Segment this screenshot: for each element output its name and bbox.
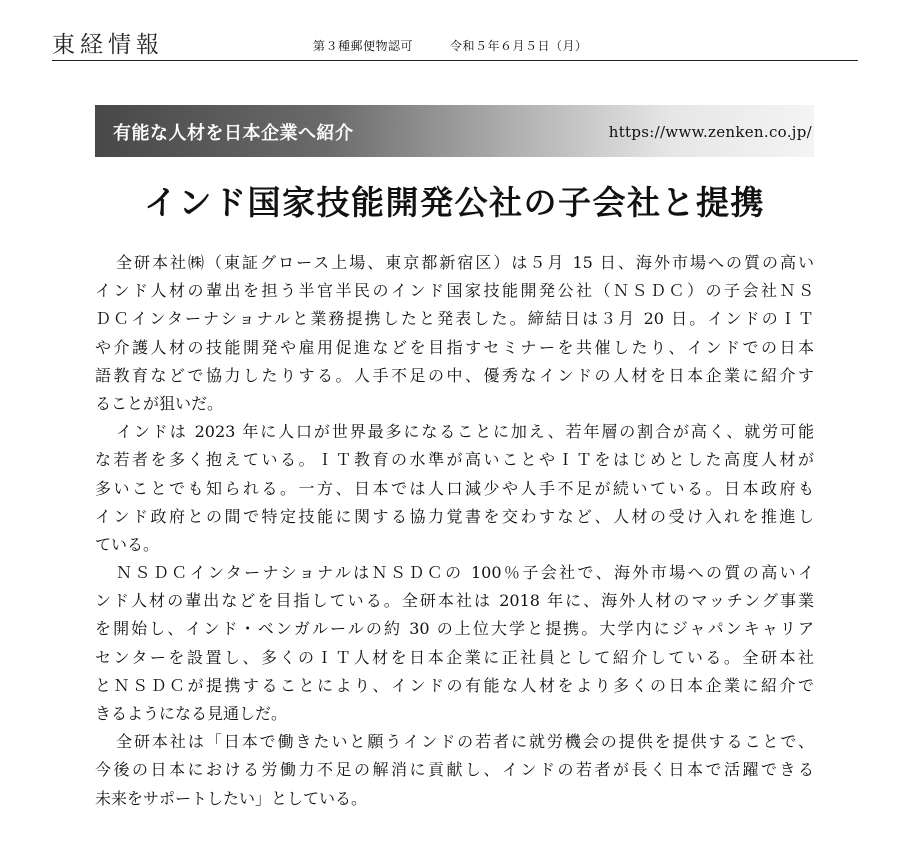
article-line: インド政府との間で特定技能に関する協力覚書を交わすなど、人材の受け入れを推進し — [95, 506, 814, 526]
article-line: とＮＳＤＣが提携することにより、インドの有能な人材をより多くの日本企業に紹介で — [95, 675, 814, 695]
article-line: 未来をサポートしたい」としている。 — [95, 788, 368, 808]
article-line: 多いことでも知られる。一方、日本では人口減少や人手不足が続いている。日本政府も — [95, 478, 814, 498]
article-line: や介護人材の技能開発や雇用促進などを目指すセミナーを共催したり、インドでの日本 — [95, 337, 814, 357]
article-headline: インド国家技能開発公社の子会社と提携 — [144, 183, 765, 222]
masthead — [52, 22, 858, 61]
article-body — [95, 249, 814, 813]
article-line: ＮＳＤＣインターナショナルはＮＳＤＣの 100％子会社で、海外市場への質の高いイ — [116, 563, 814, 583]
article-line: ている。 — [95, 534, 160, 554]
article-line: センターを設置し、多くのＩＴ人材を日本企業に正社員として紹介している。全研本社 — [95, 647, 814, 667]
article-line: を開始し、インド・ベンガルールの約 30 の上位大学と提携。大学内にジャパンキャリア — [95, 619, 814, 639]
article-line: ンド人材の輩出などを目指している。全研本社は 2018 年に、海外人材のマッチング事業 — [95, 591, 814, 611]
issue-date: 令和５年６月５日（月） — [450, 39, 588, 53]
publication-name: 東経情報 — [52, 32, 164, 58]
article-line: きるようになる見通しだ。 — [95, 704, 288, 723]
article-line: インド人材の輩出を担う半官半民のインド国家技能開発公社（ＮＳＤＣ）の子会社ＮＳ — [95, 281, 814, 301]
company-url: https://www.zenken.co.jp/ — [608, 123, 812, 141]
article-line: 全研本社㈱（東証グロース上場、東京都新宿区）は５月 15 日、海外市場への質の高い — [116, 253, 814, 272]
article-line: ることが狙いだ。 — [95, 393, 224, 413]
article-line: インドは 2023 年に人口が世界最多になることに加え、若年層の割合が高く、就労可能 — [116, 422, 814, 442]
article-line: ＤＣインターナショナルと業務提携したと発表した。締結日は３月 20 日。インドのＩＴ — [95, 309, 814, 329]
article-line: 全研本社は「日本で働きたいと願うインドの若者に就労機会の提供を提供することで、 — [116, 732, 814, 752]
article-line: な若者を多く抱えている。ＩＴ教育の水準が高いことやＩＴをはじめとした高度人材が — [95, 450, 814, 470]
postal-permit-text: 第３種郵便物認可 — [313, 39, 414, 53]
banner-title: 有能な人材を日本企業へ紹介 — [113, 123, 354, 144]
article-line: 今後の日本における労働力不足の解消に貢献し、インドの若者が長く日本で活躍できる — [95, 760, 814, 780]
article-line: 語教育などで協力したりする。人手不足の中、優秀なインドの人材を日本企業に紹介す — [95, 365, 814, 385]
section-banner — [95, 105, 814, 157]
